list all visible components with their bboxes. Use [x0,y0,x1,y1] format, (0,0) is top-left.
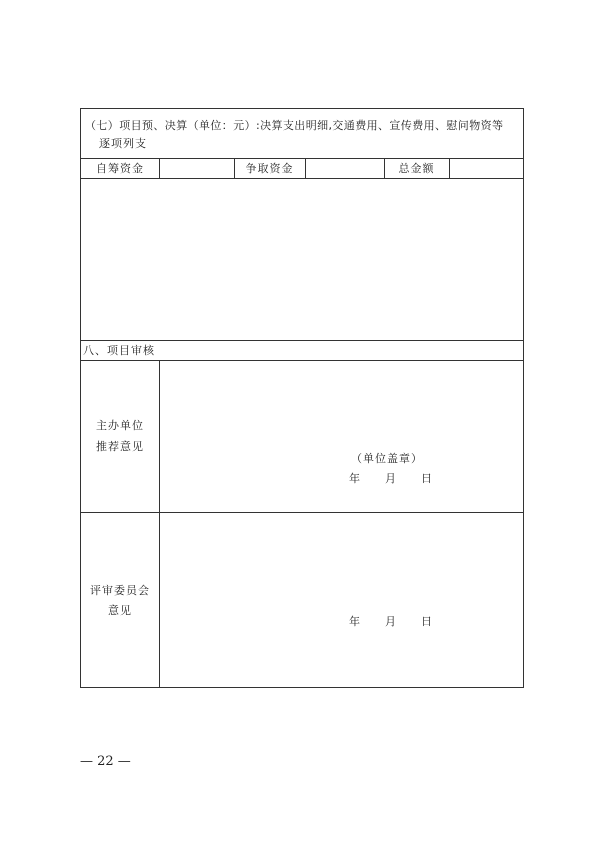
raised-funds-value[interactable] [305,162,384,176]
page-number: — 22 — [80,754,131,769]
review-section-title: 八、项目审核 [83,344,155,357]
committee-opinion-area[interactable] [160,513,524,688]
organizer-label-line1: 主办单位 [96,419,144,432]
rule-above-review [81,340,524,341]
self-funds-label: 自筹资金 [96,162,144,175]
date-text-1: 年 月 日 [349,472,433,485]
committee-label-line1: 评审委员会 [90,584,150,597]
budget-heading-line2: 逐项列支 [99,137,147,150]
organizer-opinion-area[interactable] [160,361,524,512]
total-amount-value[interactable] [449,162,524,176]
rule-below-heading [81,158,524,159]
seal-text: （单位盖章） [351,452,423,465]
form-table [80,108,524,688]
date-text-2: 年 月 日 [349,615,433,628]
budget-heading-line1: （七）项目预、决算（单位：元）:决算支出明细,交通费用、宣传费用、慰问物资等 [85,119,504,132]
budget-detail-area[interactable] [81,179,524,339]
committee-label-line2: 意见 [108,604,132,617]
raised-funds-label: 争取资金 [245,162,294,175]
self-funds-value[interactable] [159,162,234,176]
organizer-label-line2: 推荐意见 [96,440,144,453]
total-amount-label: 总金额 [398,162,435,175]
